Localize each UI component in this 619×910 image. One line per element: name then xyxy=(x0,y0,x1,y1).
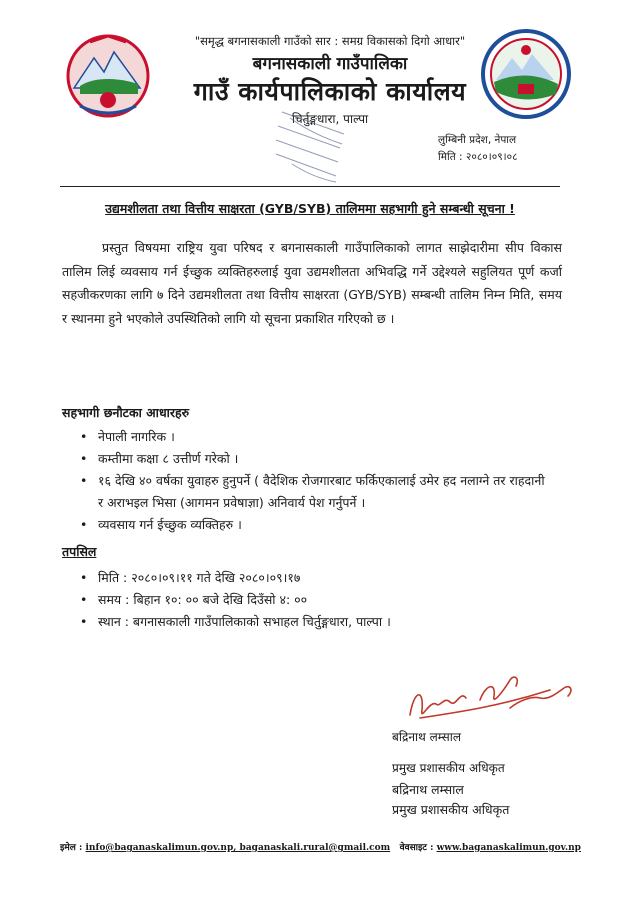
list-item: • १६ देखि ४० वर्षका युवाहरु हुनुपर्ने ( वैदेशिक रोजगारबाट फर्किएकालाई उमेर हद नलाग्ने तर राहदानी र अराभइल भिसा (आगमन प्रवेषाज्ञा) अनिवार्य पेश गर्नुपर्ने । xyxy=(80,470,550,514)
handwritten-signature xyxy=(400,660,580,730)
motto: "समृद्ध बगनासकाली गाउँको सार : समग्र विकासको दिगो आधार" xyxy=(194,34,466,48)
province: लुम्बिनी प्रदेश, नेपाल xyxy=(438,134,517,146)
list-item: • स्थान : बगनासकाली गाउँपालिकाको सभाहल चिर्तुङ्गधारा, पाल्पा । xyxy=(80,611,550,633)
bullet-icon: • xyxy=(80,614,88,629)
list-item: • समय : बिहान १०: ०० बजे देखि दिउँसो ४: ०० xyxy=(80,589,550,611)
bullet-icon: • xyxy=(80,451,88,466)
details-heading: तपसिल xyxy=(62,544,97,559)
bullet-icon: • xyxy=(80,429,88,444)
criteria-list xyxy=(80,426,550,536)
email-label: इमेल : xyxy=(60,843,83,853)
website-link[interactable]: www.baganaskalimun.gov.np xyxy=(436,843,581,853)
notice-body: प्रस्तुत विषयमा राष्ट्रिय युवा परिषद र बगनासकाली गाउँपालिकाको लागत साझेदारीमा सीप विकास तालिम लिई व्यवसाय गर्न ईच्छुक व्यक्तिहरुलाई युवा उद्यमशीलता अभिवद्धि गर्ने उद्देश्यले सहुलियत पूर्ण कर्जा सहजीकरणका लागि ७ दिने उद्यमशीलता तथा वित्तीय साक्षरता (GYB/SYB) सम्बन्धी तालिम निम्न मिति, समय र स्थानमा हुने भएकोले उपस्थितिको लागि यो सूचना प्रकाशित गरिएको छ । xyxy=(62,240,562,326)
municipality-name: बगनासकाली गाउँपालिका xyxy=(252,54,408,74)
header-divider xyxy=(60,186,560,187)
contact-footer xyxy=(60,840,580,853)
notice-subject: उद्यमशीलता तथा वित्तीय साक्षरता (GYB/SYB) तालिममा सहभागी हुने सम्बन्धी सूचना ! xyxy=(105,201,515,216)
list-item: • व्यवसाय गर्न ईच्छुक व्यक्तिहरु । xyxy=(80,514,550,536)
office-address: चिर्तुङ्गधारा, पाल्पा xyxy=(291,112,369,126)
notice-date: मिति : २०८०।०९।०८ xyxy=(438,151,518,163)
list-item: • मिति : २०८०।०९।११ गते देखि २०८०।०९।१७ xyxy=(80,567,550,589)
bullet-icon: • xyxy=(80,592,88,607)
list-item: • नेपाली नागरिक । xyxy=(80,426,550,448)
details-list xyxy=(80,567,550,633)
bullet-icon: • xyxy=(80,570,88,585)
list-item: • कम्तीमा कक्षा ८ उत्तीर्ण गरेको । xyxy=(80,448,550,470)
criteria-heading: सहभागी छनौटका आधारहरु xyxy=(62,405,190,420)
website-label: वेवसाइट : xyxy=(399,843,434,853)
signatory-name: बद्रिनाथ लम्साल xyxy=(392,782,464,797)
signatory-title: प्रमुख प्रशासकीय अधिकृत xyxy=(392,802,510,817)
office-title: गाउँ कार्यपालिकाको कार्यालय xyxy=(193,77,467,106)
email-links[interactable]: info@baganaskalimun.gov.np, baganaskali.rural@gmail.com xyxy=(85,843,391,853)
bullet-icon: • xyxy=(80,473,88,488)
bullet-icon: • xyxy=(80,517,88,532)
stamp-signatory-title: प्रमुख प्रशासकीय अधिकृत xyxy=(392,761,505,775)
office-stamp xyxy=(252,104,372,194)
stamp-signatory-name: बद्रिनाथ लम्साल xyxy=(392,730,461,744)
